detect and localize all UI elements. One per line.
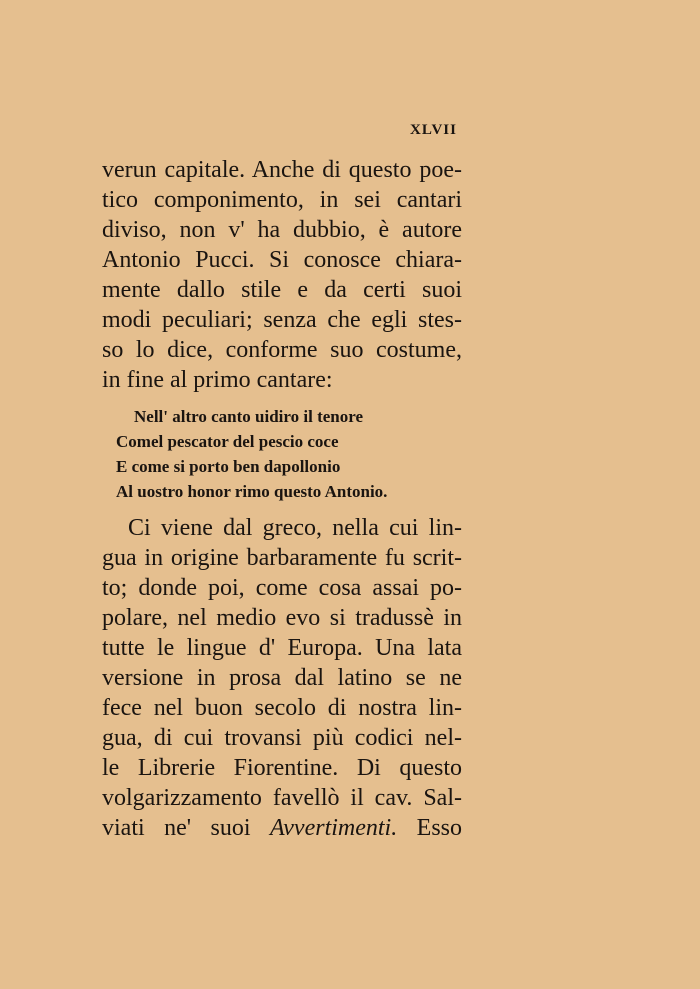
verse-line: Al uostro honor rimo questo Antonio. <box>116 482 388 501</box>
text-line: to; donde poi, come cosa assai po- <box>102 575 462 601</box>
text-line: fece nel buon secolo di nostra lin- <box>102 695 462 721</box>
text-line: in fine al primo cantare: <box>102 367 333 393</box>
text-line: Ci viene dal greco, nella cui lin- <box>128 515 462 541</box>
text-line: tico componimento, in sei cantari <box>102 187 462 213</box>
text-line: mente dallo stile e da certi suoi <box>102 277 462 303</box>
text-line: versione in prosa dal latino se ne <box>102 665 462 691</box>
paragraph-2 <box>102 513 462 843</box>
text-line: tutte le lingue d' Europa. Una lata <box>102 635 462 661</box>
text-fragment: viati ne' suoi <box>102 815 251 841</box>
text-line: volgarizzamento favellò il cav. Sal- <box>102 785 462 811</box>
verse-line: E come si porto ben dapollonio <box>116 457 341 476</box>
text-line: polare, nel medio evo si tradussè in <box>102 605 462 631</box>
verse-line: Comel pescator del pescio coce <box>116 432 339 451</box>
page-number: XLVII <box>410 122 457 138</box>
text-line-last <box>102 813 462 843</box>
text-line: diviso, non v' ha dubbio, è autore <box>102 217 462 243</box>
text-line: so lo dice, conforme suo costume, <box>102 337 462 363</box>
text-line: modi peculiari; senza che egli stes- <box>102 307 462 333</box>
verse-line: Nell' altro canto uidiro il tenore <box>134 407 364 426</box>
text-line: gua in origine barbaramente fu scrit- <box>102 545 462 571</box>
paragraph-1 <box>102 155 462 395</box>
verse-quotation <box>116 404 387 504</box>
text-line: gua, di cui trovansi più codici nel- <box>102 725 462 751</box>
italic-title: Avvertimenti. <box>269 815 398 841</box>
text-fragment: Esso <box>416 815 463 841</box>
text-line: verun capitale. Anche di questo poe- <box>102 157 462 183</box>
text-line: le Librerie Fiorentine. Di questo <box>102 755 462 781</box>
text-line: Antonio Pucci. Si conosce chiara- <box>102 247 462 273</box>
